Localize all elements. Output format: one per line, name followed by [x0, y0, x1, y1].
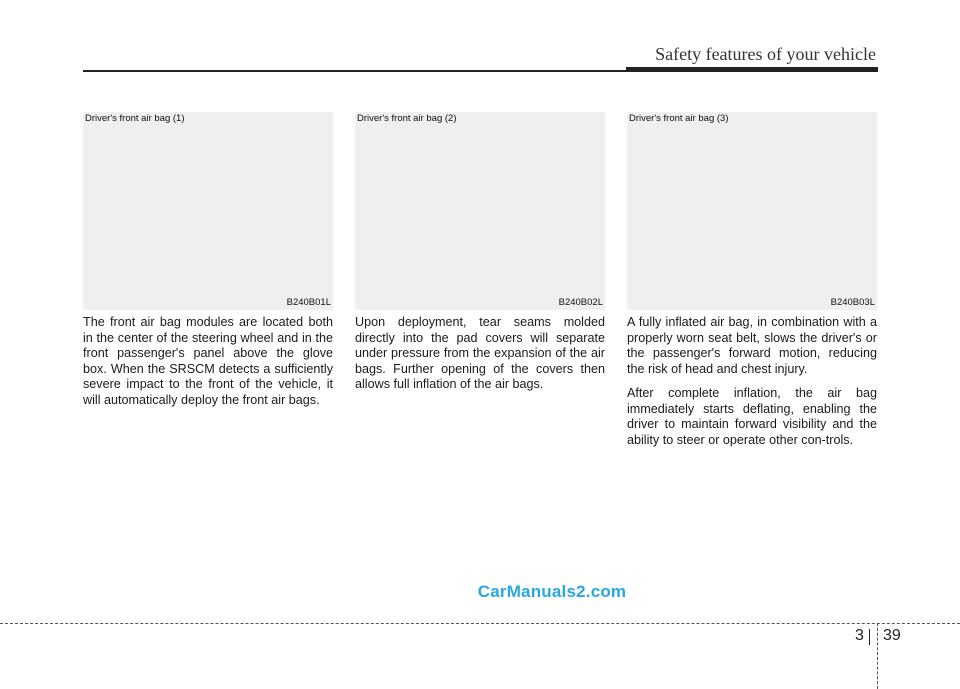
- figure-caption: Driver's front air bag (2): [357, 113, 457, 124]
- text-column-2: [355, 315, 605, 402]
- text-column-1: [83, 315, 333, 417]
- text-column-3: [627, 315, 877, 457]
- figure-code: B240B01L: [286, 297, 331, 308]
- figure-code: B240B03L: [830, 297, 875, 308]
- watermark-link[interactable]: CarManuals2.com: [477, 582, 627, 601]
- paragraph: Upon deployment, tear seams molded directly into the pad covers will separate under pressure from the expansion of the air bags. Further opening of the covers then allows full inflation of the air bags.: [355, 315, 605, 391]
- figure-airbag-2: [355, 112, 605, 310]
- paragraph: After complete inflation, the air bag immediately starts deflating, enabling the driver to maintain forward visibility and the ability to steer or operate other con-trols.: [627, 386, 877, 447]
- figure-code: B240B02L: [558, 297, 603, 308]
- page-number-separator: [869, 629, 870, 645]
- figure-airbag-3: [627, 112, 877, 310]
- chapter-number: 3: [855, 627, 864, 644]
- figure-airbag-1: [83, 112, 333, 310]
- header-rule-accent: [626, 67, 878, 72]
- paragraph: The front air bag modules are located both in the center of the steering wheel and in the front passenger's panel above the glove box. When the SRSCM detects a sufficiently severe impact to the front of the vehicle, it will automatically deploy the front air bags.: [83, 315, 333, 407]
- section-title: Safety features of your vehicle: [655, 44, 876, 64]
- figure-caption: Driver's front air bag (3): [629, 113, 729, 124]
- page-number: 39: [883, 627, 901, 644]
- page-divider: [877, 623, 878, 689]
- footer-rule: [0, 623, 960, 624]
- paragraph: A fully inflated air bag, in combination with a properly worn seat belt, slows the driver's or the passenger's forward motion, reducing the risk of head and chest injury.: [627, 315, 877, 376]
- figure-caption: Driver's front air bag (1): [85, 113, 185, 124]
